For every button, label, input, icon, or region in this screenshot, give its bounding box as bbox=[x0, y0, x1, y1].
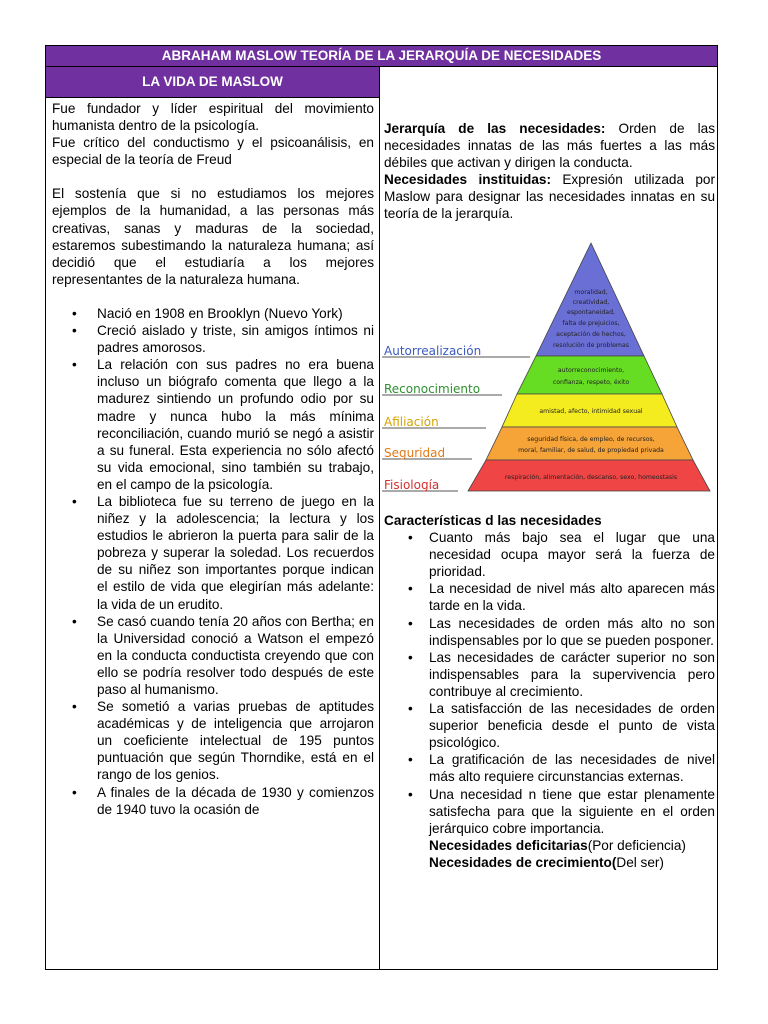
list-item: • Se casó cuando tenía 20 años con Bertha; en la Universidad conoció a Watson el empezó en la conducta conductista creyendo que con ello se podría resolver todo después de este paso al humanismo. bbox=[52, 613, 374, 698]
tier-text: confianza, respeto, éxito bbox=[552, 379, 630, 386]
tier-text: moralidad, bbox=[574, 289, 608, 296]
column-divider bbox=[379, 67, 380, 969]
list-item: • La gratificación de las necesidades de nivel más alto requiere circunstancias externas. bbox=[384, 751, 715, 785]
tier-text: aceptación de hechos, bbox=[556, 331, 626, 338]
tier-text: espontaneidad, bbox=[567, 309, 615, 316]
need-type-growth bbox=[384, 854, 715, 871]
list-item: • La necesidad de nivel más alto aparecen más tarde en la vida. bbox=[384, 580, 715, 614]
list-item: • Cuanto más bajo sea el lugar que una necesidad ocupa mayor será la fuerza de prioridad. bbox=[384, 529, 715, 580]
list-item: • Las necesidades de carácter superior no son indispensables para la supervivencia pero contribuye al crecimiento. bbox=[384, 649, 715, 700]
term: Necesidades instituidas: bbox=[384, 172, 551, 188]
term-note: (Por deficiencia) bbox=[587, 837, 686, 853]
level-label: Reconocimiento bbox=[384, 382, 481, 396]
right-column bbox=[384, 120, 715, 223]
list-item: • A finales de la década de 1930 y comienzos de 1940 tuvo la ocasión de bbox=[52, 784, 374, 818]
need-type-deficit bbox=[384, 837, 715, 854]
paragraph: Fue fundador y líder espiritual del movimiento humanista dentro de la psicología. bbox=[52, 101, 374, 134]
level-label: Autorrealización bbox=[384, 344, 482, 358]
definition-hierarchy bbox=[384, 120, 715, 171]
pyramid-tier-safety bbox=[486, 427, 693, 460]
tier-text: amistad, afecto, intimidad sexual bbox=[539, 408, 643, 415]
pyramid-tier-esteem bbox=[517, 356, 662, 394]
level-label: Afiliación bbox=[384, 415, 439, 429]
tier-text: respiración, alimentación, descanso, sexo, homeostasis bbox=[504, 474, 678, 481]
divider bbox=[46, 97, 379, 98]
term: Necesidades deficitarias bbox=[429, 837, 588, 853]
list-item: • La satisfacción de las necesidades de orden superior beneficia desde el punto de vista psicológico. bbox=[384, 700, 715, 751]
biography-list bbox=[52, 305, 374, 818]
definition-instituted bbox=[384, 171, 715, 222]
document-title: ABRAHAM MASLOW TEORÍA DE LA JERARQUÍA DE NECESIDADES bbox=[46, 46, 717, 66]
tier-text: falta de prejuicios, bbox=[562, 320, 620, 327]
pyramid-graphic bbox=[382, 236, 718, 498]
section-title-life: LA VIDA DE MASLOW bbox=[46, 67, 379, 97]
term-note: Del ser) bbox=[616, 854, 664, 870]
tier-text: moral, familiar, de salud, de propiedad privada bbox=[518, 447, 664, 454]
tier-text: seguridad física, de empleo, de recursos, bbox=[527, 436, 655, 443]
term: Necesidades de crecimiento( bbox=[429, 854, 617, 870]
list-item: • Nació en 1908 en Brooklyn (Nuevo York) bbox=[52, 305, 374, 322]
list-item: • Una necesidad n tiene que estar plenamente satisfecha para que la siguiente en el orden jerárquico cobre importancia. bbox=[384, 786, 715, 837]
list-item: • La biblioteca fue su terreno de juego en la niñez y la adolescencia; la lectura y los estudios le abrieron la puerta para salir de la pobreza y superar la soledad. Los recuerdos de su niñez son importantes porque indican el estilo de vida que elegirían más adelante: la vida de un erudito. bbox=[52, 493, 374, 613]
section-title: Características d las necesidades bbox=[384, 513, 602, 528]
maslow-pyramid bbox=[382, 236, 718, 498]
list-item: • La relación con sus padres no era buena incluso un biógrafo comenta que llego a la madurez sintiendo un profundo odio por su madre y nunca hubo la más mínima reconciliación, cuando murió se negó a asistir a su funeral. Esta experiencia no sólo afectó su vida emocional, sino también su trabajo, en el campo de la psicología. bbox=[52, 356, 374, 493]
paragraph: El sostenía que si no estudiamos los mejores ejemplos de la humanidad, a las personas más creativas, sanas y maduras de la sociedad, estaremos subestimando la naturaleza humana; así decidió que el estudiaría a los mejores representantes de la naturaleza humana. bbox=[52, 186, 374, 287]
list-item: • Se sometió a varias pruebas de aptitudes académicas y de inteligencia que arrojaron un coeficiente intelectual de 195 puntos puntuación que según Thorndike, está en el rango de los genios. bbox=[52, 698, 374, 783]
term: Jerarquía de las necesidades: bbox=[384, 121, 606, 136]
level-label: Fisiología bbox=[384, 478, 440, 492]
tier-text: creatividad, bbox=[572, 299, 610, 306]
characteristics-list bbox=[384, 529, 715, 837]
definition-text: Expresión utilizada por Maslow para designar las necesidades innatas en su teoría de la jerarquía. bbox=[384, 172, 715, 222]
paragraph: Fue crítico del conductismo y el psicoanálisis, en especial de la teoría de Freud bbox=[52, 135, 374, 168]
characteristics-section bbox=[384, 512, 715, 871]
list-item: • Creció aislado y triste, sin amigos íntimos ni padres amorosos. bbox=[52, 322, 374, 356]
list-item: • Las necesidades de orden más alto no son indispensables por lo que se pueden posponer. bbox=[384, 615, 715, 649]
level-label: Seguridad bbox=[384, 446, 446, 460]
left-column bbox=[52, 100, 374, 818]
tier-text: resolución de problemas bbox=[553, 342, 629, 349]
tier-text: autorreconocimiento, bbox=[557, 367, 625, 374]
definition-text: Orden de las necesidades innatas de las más fuertes a las más débiles que activan y dirigen la conducta. bbox=[384, 121, 716, 171]
